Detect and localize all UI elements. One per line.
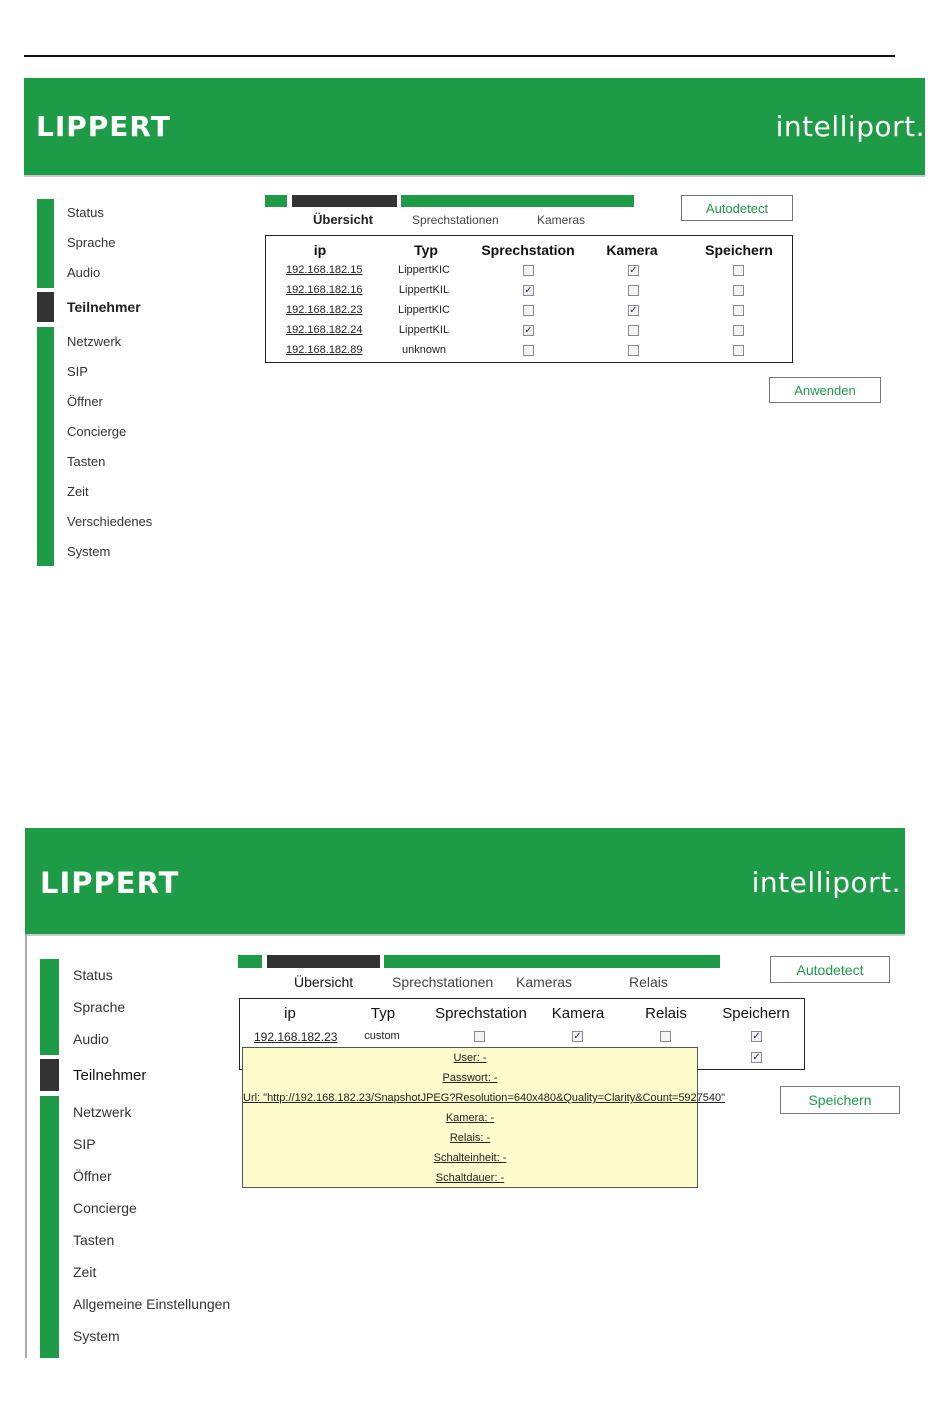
tab-strip-active — [292, 195, 397, 207]
sprechstation-checkbox[interactable]: ✓ — [524, 325, 533, 336]
lippert-logo: LIPPERT — [36, 110, 171, 143]
ip-link[interactable]: 192.168.182.24 — [286, 324, 363, 336]
sidebar-active-marker — [40, 1059, 59, 1091]
column-header-kamera: Kamera — [606, 242, 658, 258]
type-cell: custom — [364, 1030, 400, 1042]
sidebar-item-allgemeine-einstellungen[interactable]: Allgemeine Einstellungen — [73, 1296, 231, 1312]
ip-link[interactable]: 192.168.182.16 — [286, 284, 363, 296]
camera-details-popup — [242, 1047, 726, 1188]
lippert-logo: LIPPERT — [40, 866, 180, 900]
popup-line: Kamera: - — [445, 1112, 495, 1124]
sidebar-item-tasten[interactable]: Tasten — [67, 454, 106, 469]
sidebar-item-sprache[interactable]: Sprache — [67, 235, 116, 250]
type-cell: LippertKIL — [398, 284, 450, 296]
column-header-speichern: Speichern — [705, 242, 773, 258]
type-cell: LippertKIC — [398, 264, 450, 276]
screenshot-1 — [24, 78, 925, 578]
sprechstation-checkbox[interactable] — [523, 305, 534, 316]
window-edge — [25, 934, 27, 1358]
header-banner — [24, 78, 925, 175]
apply-button[interactable]: Anwenden — [769, 377, 881, 403]
sidebar-item-verschiedenes[interactable]: Verschiedenes — [67, 514, 153, 529]
tab-strip-right — [401, 195, 634, 207]
sidebar-item-teilnehmer[interactable]: Teilnehmer — [67, 299, 141, 315]
sidebar-item-tasten[interactable]: Tasten — [73, 1232, 115, 1248]
popup-line: Relais: - — [449, 1132, 491, 1144]
participants-table — [265, 235, 793, 363]
ip-link[interactable]: 192.168.182.89 — [286, 344, 363, 356]
tab-uebersicht[interactable]: Übersicht — [294, 974, 354, 990]
tab-sprechstationen[interactable]: Sprechstationen — [412, 213, 499, 227]
speichern-checkbox[interactable] — [733, 285, 744, 296]
tab-sprechstationen[interactable]: Sprechstationen — [392, 974, 494, 990]
column-header-typ: Typ — [370, 1005, 396, 1022]
sidebar-item-zeit[interactable]: Zeit — [73, 1264, 97, 1280]
intelliport-logo: intelliport. — [775, 110, 925, 143]
kamera-checkbox[interactable] — [628, 285, 639, 296]
page-rule — [24, 55, 895, 57]
sidebar-item-sip[interactable]: SIP — [67, 364, 88, 379]
popup-line: User: - — [453, 1052, 487, 1064]
popup-line: Url: "http://192.168.182.23/SnapshotJPEG?Resolution=640x480&Quality=Clarity&Count=5927540" — [243, 1092, 726, 1104]
sidebar-bar-top — [40, 959, 59, 1055]
sidebar-item-system[interactable]: System — [73, 1328, 120, 1344]
sprechstation-checkbox[interactable] — [474, 1031, 485, 1042]
kamera-checkbox[interactable] — [628, 345, 639, 356]
sidebar-item-oeffner[interactable]: Öffner — [67, 394, 103, 409]
tab-kameras[interactable]: Kameras — [537, 213, 586, 227]
sidebar-item-zeit[interactable]: Zeit — [67, 484, 89, 499]
tab-strip-left — [265, 195, 287, 207]
speichern-checkbox[interactable]: ✓ — [752, 1031, 761, 1042]
tab-strip-active — [267, 955, 380, 968]
autodetect-button[interactable]: Autodetect — [770, 956, 890, 983]
kamera-checkbox[interactable]: ✓ — [629, 265, 638, 276]
sidebar-bar-bottom — [37, 327, 54, 566]
sidebar-item-netzwerk[interactable]: Netzwerk — [67, 334, 122, 349]
sidebar-item-audio[interactable]: Audio — [73, 1031, 109, 1047]
sidebar-item-status[interactable]: Status — [73, 967, 113, 983]
speichern-checkbox[interactable] — [733, 265, 744, 276]
column-header-ip: ip — [284, 1005, 296, 1022]
popup-line: Schalteinheit: - — [433, 1152, 507, 1164]
kamera-checkbox[interactable] — [628, 325, 639, 336]
sprechstation-checkbox[interactable]: ✓ — [524, 285, 533, 296]
type-cell: LippertKIC — [398, 304, 450, 316]
sidebar-item-status[interactable]: Status — [67, 205, 104, 220]
speichern-checkbox[interactable] — [733, 305, 744, 316]
relais-checkbox[interactable] — [660, 1031, 671, 1042]
sidebar-item-sprache[interactable]: Sprache — [73, 999, 126, 1015]
tab-relais[interactable]: Relais — [629, 974, 668, 990]
speichern-checkbox[interactable] — [733, 345, 744, 356]
screenshot-2 — [25, 828, 905, 1358]
sidebar-bar-top — [37, 199, 54, 288]
kamera-checkbox[interactable]: ✓ — [629, 305, 638, 316]
column-header-ip: ip — [313, 242, 327, 258]
sidebar-item-sip[interactable]: SIP — [73, 1136, 96, 1152]
save-button[interactable]: Speichern — [780, 1086, 900, 1114]
column-header-relais: Relais — [645, 1005, 687, 1022]
header-banner — [25, 828, 905, 934]
sprechstation-checkbox[interactable] — [523, 345, 534, 356]
tab-kameras[interactable]: Kameras — [516, 974, 573, 990]
sidebar-item-concierge[interactable]: Concierge — [73, 1200, 137, 1216]
ip-link[interactable]: 192.168.182.23 — [286, 304, 363, 316]
sidebar-item-audio[interactable]: Audio — [67, 265, 101, 280]
column-header-sprechstation: Sprechstation — [481, 242, 575, 258]
intelliport-logo: intelliport. — [751, 866, 901, 899]
sprechstation-checkbox[interactable] — [523, 265, 534, 276]
popup-line: Schaltdauer: - — [435, 1172, 505, 1184]
sidebar-item-system[interactable]: System — [67, 544, 111, 559]
ip-link[interactable]: 192.168.182.23 — [254, 1030, 338, 1044]
sidebar-item-concierge[interactable]: Concierge — [67, 424, 127, 439]
ip-link[interactable]: 192.168.182.15 — [286, 264, 363, 276]
column-header-sprechstation: Sprechstation — [435, 1005, 527, 1022]
type-cell: LippertKIL — [398, 324, 450, 336]
column-header-kamera: Kamera — [551, 1005, 605, 1022]
autodetect-button[interactable]: Autodetect — [681, 195, 793, 221]
type-cell: unknown — [401, 344, 447, 356]
sidebar-item-oeffner[interactable]: Öffner — [73, 1168, 112, 1184]
column-header-typ: Typ — [414, 242, 438, 258]
sidebar-active-marker — [37, 292, 54, 322]
kamera-checkbox[interactable]: ✓ — [573, 1031, 582, 1042]
sidebar-item-netzwerk[interactable]: Netzwerk — [73, 1104, 132, 1120]
popup-line: Passwort: - — [442, 1072, 498, 1084]
sidebar-item-teilnehmer[interactable]: Teilnehmer — [73, 1067, 147, 1084]
tab-strip-left — [238, 955, 262, 968]
tab-strip-right — [384, 955, 720, 968]
speichern-checkbox[interactable]: ✓ — [752, 1052, 761, 1063]
column-header-speichern: Speichern — [722, 1005, 790, 1022]
speichern-checkbox[interactable] — [733, 325, 744, 336]
sidebar-bar-bottom — [40, 1096, 59, 1358]
tab-uebersicht[interactable]: Übersicht — [313, 212, 373, 227]
